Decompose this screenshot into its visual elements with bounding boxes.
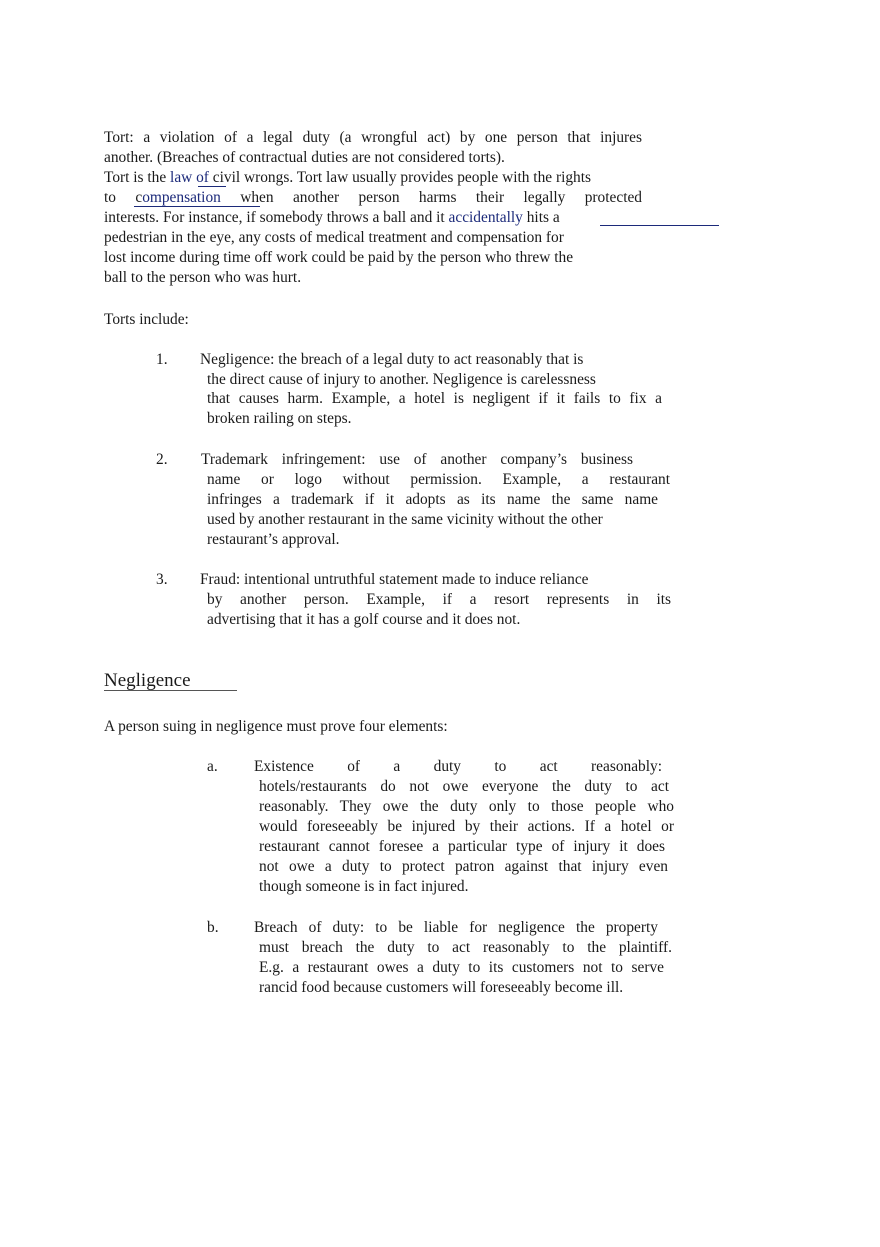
intro-line-3-c: civil wrongs. Tort law usually provides people with the rights: [212, 169, 592, 186]
tort-number: 1.: [156, 351, 168, 368]
tort-line: name or logo without permission. Example, a restaurant: [207, 471, 670, 488]
element-line: hotels/restaurants do not owe everyone the duty to act: [259, 778, 669, 795]
torts-include-label: Torts include:: [104, 311, 189, 328]
tort-line: restaurant’s approval.: [207, 531, 340, 548]
intro-line-8: ball to the person who was hurt.: [104, 269, 302, 286]
tracked-change-underline: [134, 206, 260, 207]
tort-line: Fraud: intentional untruthful statement made to induce reliance: [200, 571, 589, 588]
tort-line: Negligence: the breach of a legal duty to act reasonably that is: [200, 351, 584, 368]
element-line: though someone is in fact injured.: [259, 878, 469, 895]
element-letter: a.: [207, 758, 218, 775]
tort-line: advertising that it has a golf course and it does not.: [207, 611, 521, 628]
element-line: not owe a duty to protect patron against that injury even: [259, 858, 668, 875]
heading-underline: [104, 690, 237, 691]
tort-number: 3.: [156, 571, 168, 588]
intro-line-3-a: Tort is the: [104, 169, 171, 186]
tort-line: that causes harm. Example, a hotel is negligent if it fails to fix a: [207, 390, 662, 407]
element-line: rancid food because customers will foreseeably become ill.: [259, 979, 624, 996]
tort-line: the direct cause of injury to another. Negligence is carelessness: [207, 371, 596, 388]
intro-line-5-a: interests. For instance, if somebody throws a ball and it: [104, 209, 449, 226]
tort-line: by another person. Example, if a resort represents in its: [207, 591, 671, 608]
intro-line-3: [104, 168, 591, 188]
intro-line-2: another. (Breaches of contractual duties are not considered torts).: [104, 149, 505, 166]
tort-line: Trademark infringement: use of another company’s business: [201, 451, 633, 468]
accidentally-highlight: accidentally: [448, 209, 523, 226]
negligence-heading: Negligence: [104, 670, 191, 691]
compensation-highlight: ompensation: [142, 189, 221, 206]
tort-line: broken railing on steps.: [207, 410, 352, 427]
element-line: E.g. a restaurant owes a duty to its customers not to serve: [259, 959, 664, 976]
tracked-change-underline: [600, 225, 719, 226]
tracked-change-underline: [198, 186, 226, 187]
element-letter: b.: [207, 919, 219, 936]
intro-line-7: lost income during time off work could be paid by the person who threw the: [104, 249, 574, 266]
tort-number: 2.: [156, 451, 168, 468]
intro-line-1: Tort: a violation of a legal duty (a wrongful act) by one person that injures: [104, 129, 642, 146]
negligence-intro: A person suing in negligence must prove four elements:: [104, 718, 448, 735]
intro-line-5: [104, 208, 560, 228]
intro-line-5-c: hits a: [522, 209, 560, 226]
element-line: Breach of duty: to be liable for negligence the property: [254, 919, 658, 936]
intro-line-4-c: when another person harms their legally protected: [220, 189, 642, 206]
tort-line: infringes a trademark if it adopts as its name the same name: [207, 491, 658, 508]
intro-line-6: pedestrian in the eye, any costs of medical treatment and compensation for: [104, 229, 564, 246]
law-of-highlight: law of: [170, 169, 213, 186]
element-line: reasonably. They owe the duty only to those people who: [259, 798, 674, 815]
intro-line-4: [104, 188, 642, 208]
element-line: restaurant cannot foresee a particular type of injury it does: [259, 838, 665, 855]
element-line: must breach the duty to act reasonably to the plaintiff.: [259, 939, 672, 956]
tort-line: used by another restaurant in the same vicinity without the other: [207, 511, 603, 528]
intro-line-4-a: to c: [104, 189, 143, 206]
element-line: Existence of a duty to act reasonably:: [254, 758, 662, 775]
element-line: would foreseeably be injured by their actions. If a hotel or: [259, 818, 674, 835]
